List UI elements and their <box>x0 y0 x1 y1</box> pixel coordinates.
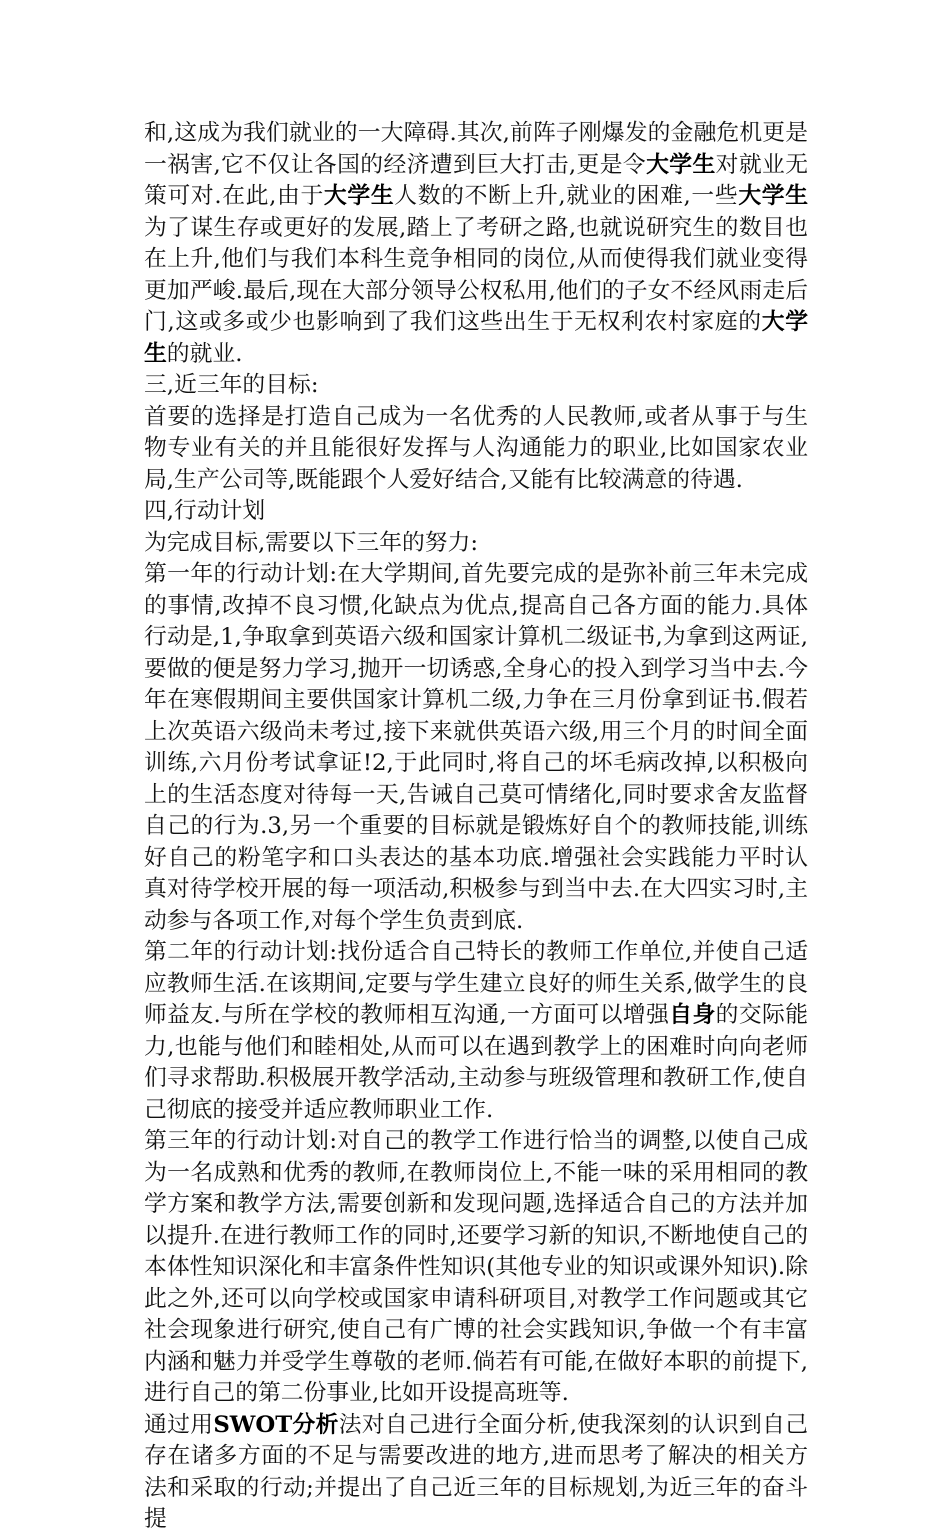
paragraph-year-one: 第一年的行动计划:在大学期间,首先要完成的是弥补前三年未完成的事情,改掉不良习惯,化缺点为优点,提高自己各方面的能力.具体行动是,1,争取拿到英语六级和国家计算机二级证书,为拿到这两证,要做的便是努力学习,抛开一切诱惑,全身心的投入到学习当中去.今年在寒假期间主要供国家计算机二级,力争在三月份拿到证书.假若上次英语六级尚未考过,接下来就供英语六级,用三个月的时间全面训练,六月份考试拿证!2,于此同时,将自己的坏毛病改掉,以积极向上的生活态度对待每一天,告诫自己莫可情绪化,同时要求舍友监督自己的行为.3,另一个重要的目标就是锻炼好自个的教师技能,训练好自己的粉笔字和口头表达的基本功底.增强社会实践能力平时认真对待学校开展的每一项活动,积极参与到当中去.在大四实习时,主动参与各项工作,对每个学生负责到底. <box>144 561 808 934</box>
keyword-highlight: SWOT分析 <box>213 1411 339 1438</box>
document-body <box>144 118 808 1536</box>
keyword-highlight: 大学生 <box>144 309 809 367</box>
paragraph-summary <box>144 1410 808 1536</box>
paragraph-employment-obstacles <box>144 118 808 370</box>
keyword-highlight: 自身 <box>669 1002 716 1028</box>
paragraph-year-three: 第三年的行动计划:对自己的教学工作进行恰当的调整,以使自己成为一名成熟和优秀的教师,在教师岗位上,不能一味的采用相同的教学方案和教学方法,需要创新和发现问题,选择适合自己的方法并加以提升.在进行教师工作的同时,还要学习新的知识,不断地使自己的本体性知识深化和丰富条件性知识(其他专业的知识或课外知识).除此之外,还可以向学校或国家申请科研项目,对教学工作问题或其它社会现象进行研究,使自己有广博的社会实践知识,争做一个有丰富内涵和魅力并受学生尊敬的老师.倘若有可能,在做好本职的前提下,进行自己的第二份事业,比如开设提高班等. <box>144 1128 808 1406</box>
text-run: 的交际能力,也能与他们和睦相处,从而可以在遇到教学上的困难时向向老师们寻求帮助.积极展开教学活动,主动参与班级管理和教研工作,使自己彻底的接受并适应教师职业工作. <box>144 1002 809 1123</box>
section-heading-action-plan: 四,行动计划 <box>144 498 266 524</box>
paragraph-goals: 首要的选择是打造自己成为一名优秀的人民教师,或者从事于与生物专业有关的并且能很好发挥与人沟通能力的职业,比如国家农业局,生产公司等,既能跟个人爱好结合,又能有比较满意的待遇. <box>144 403 808 493</box>
text-run: 人数的不断上升,就业的困难,一些 <box>394 183 739 209</box>
paragraph-intro: 为完成目标,需要以下三年的努力: <box>144 529 479 556</box>
text-run: 为了谋生存或更好的发展,踏上了考研之路,也就说研究生的数目也在上升,他们与我们本科生竞争相同的岗位,从而使得我们就业变得更加严峻.最后,现在大部分领导公权私用,他们的子女不经风雨走后门,这或多或少也影响到了我们这些出生于无权利农村家庭的 <box>144 214 808 335</box>
text-run: 和,这成为我们就业的一大障碍.其次,前阵子刚爆发的金融危机更是一祸害,它不仅让各国的经济遭到巨大打击,更是令 <box>144 120 808 178</box>
section-heading-goals: 三,近三年的目标: <box>144 372 319 398</box>
text-run: 通过用 <box>144 1411 214 1438</box>
text-run: 的就业. <box>166 340 243 367</box>
keyword-highlight: 大学生 <box>646 151 716 178</box>
keyword-highlight: 大学生 <box>323 183 395 209</box>
text-run: 对就业无策可对.在此,由于 <box>144 151 809 209</box>
text-run: 第二年的行动计划:找份适合自己特长的教师工作单位,并使自己适应教师生活.在该期间,定要与学生建立良好的师生关系,做学生的良师益友.与所在学校的教师相互沟通,一方面可以增强 <box>144 939 808 1028</box>
text-run: 法对自己进行全面分析,使我深刻的认识到自己存在诸多方面的不足与需要改进的地方,进而思考了解决的相关方法和采取的行动;并提出了自己近三年的目标规划,为近三年的奋斗提 <box>144 1411 809 1532</box>
paragraph-year-two <box>144 937 808 1126</box>
keyword-highlight: 大学生 <box>738 183 809 209</box>
